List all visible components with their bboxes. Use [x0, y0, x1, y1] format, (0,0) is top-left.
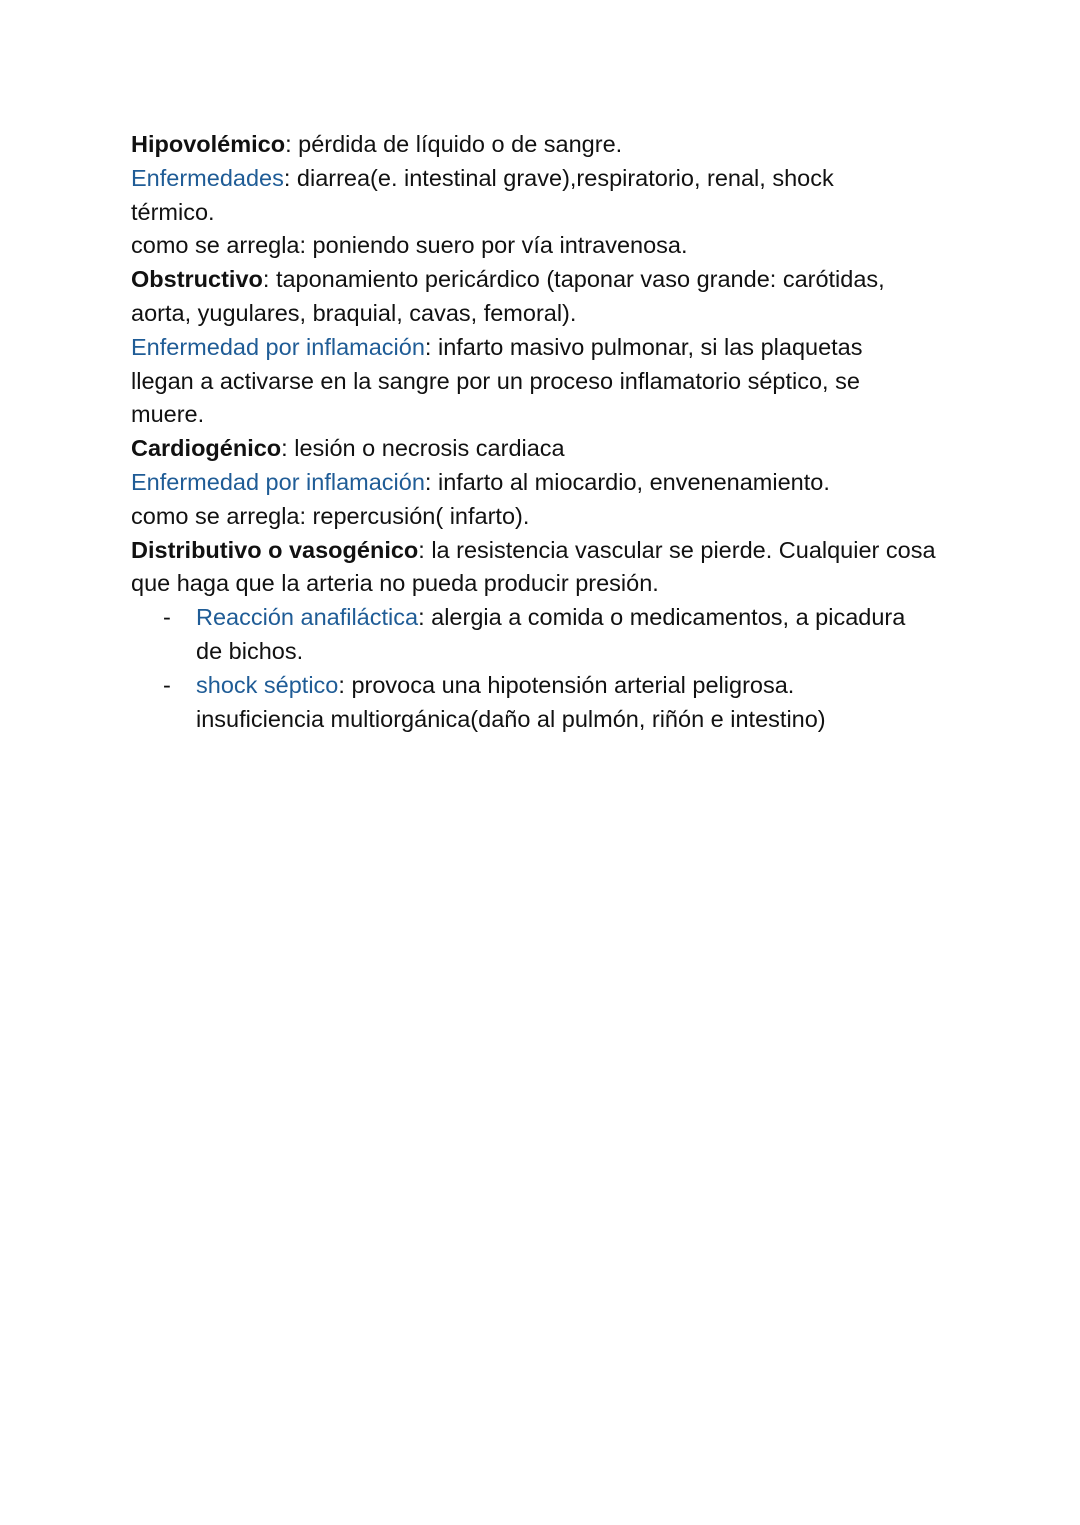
text-line: aorta, yugulares, braquial, cavas, femoral).	[131, 299, 577, 326]
term-desc: : pérdida de líquido o de sangre.	[285, 131, 623, 157]
list-item	[131, 601, 971, 635]
text: : provoca una hipotensión arterial peligrosa.	[338, 671, 795, 698]
bullet-dash: -	[163, 604, 171, 631]
term-title: Distributivo o vasogénico	[131, 536, 419, 563]
term-title: Hipovolémico	[131, 131, 286, 157]
term-desc: : taponamiento pericárdico (taponar vaso grande: carótidas,	[262, 266, 885, 293]
text: : infarto masivo pulmonar, si las plaquetas	[424, 333, 863, 360]
text: : alergia a comida o medicamentos, a picadura	[418, 604, 906, 631]
hipovolemico-heading	[131, 128, 971, 162]
text: : diarrea(e. intestinal grave),respiratorio, renal, shock	[283, 164, 834, 191]
subheading: shock séptico	[196, 671, 339, 698]
hipovolemico-diseases	[131, 162, 971, 196]
text-line: térmico.	[131, 198, 215, 225]
list-item	[131, 669, 971, 703]
subheading: Enfermedad por inflamación	[131, 333, 425, 360]
text-line: como se arregla: repercusión( infarto).	[131, 502, 530, 529]
document-body	[131, 128, 971, 736]
text-line: que haga que la arteria no pueda producir presión.	[131, 570, 659, 597]
cardiogenico-diseases	[131, 466, 971, 500]
obstructivo-heading	[131, 263, 971, 297]
subheading: Enfermedad por inflamación	[131, 468, 425, 495]
list-item-continuation: de bichos.	[196, 637, 304, 664]
term-title: Cardiogénico	[131, 435, 282, 462]
cardiogenico-heading	[131, 432, 971, 466]
term-title: Obstructivo	[131, 266, 263, 293]
text-line: muere.	[131, 401, 205, 428]
term-desc: : la resistencia vascular se pierde. Cualquier cosa	[418, 536, 936, 563]
subheading: Reacción anafiláctica	[196, 604, 419, 631]
term-desc: : lesión o necrosis cardiaca	[281, 435, 565, 462]
bullet-dash: -	[163, 671, 171, 698]
text-line: llegan a activarse en la sangre por un proceso inflamatorio séptico, se	[131, 367, 860, 394]
text-line: como se arregla: poniendo suero por vía intravenosa.	[131, 232, 688, 259]
subheading: Enfermedades	[131, 164, 284, 191]
text: : infarto al miocardio, envenenamiento.	[424, 468, 830, 495]
distributivo-heading	[131, 534, 971, 568]
list-item-continuation: insuficiencia multiorgánica(daño al pulmón, riñón e intestino)	[196, 705, 826, 732]
obstructivo-diseases	[131, 331, 971, 365]
